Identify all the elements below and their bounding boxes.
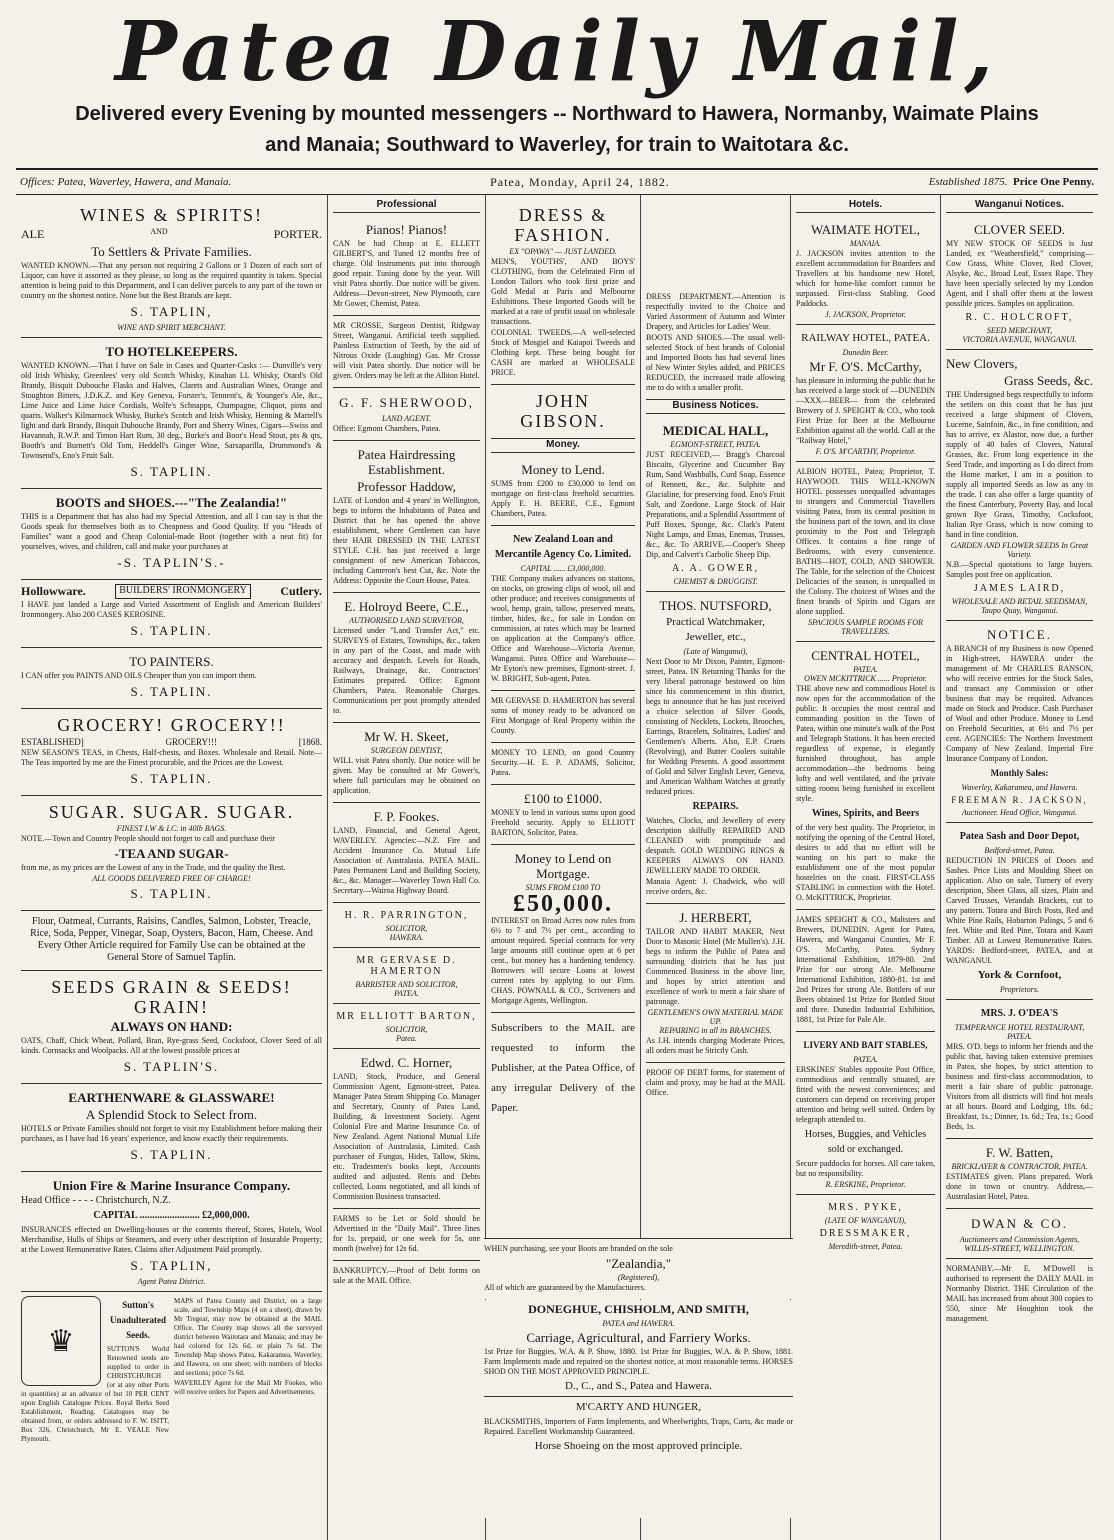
masthead-title: Patea Daily Mail,: [115, 4, 999, 100]
ad-heading: WAIMATE HOTEL,: [810, 222, 921, 237]
ad-body: PROOF OF DEBT forms, for statement of claim and proxy, may be had at the MAIL Office.: [646, 1068, 785, 1097]
signature-sub: CHEMIST & DRUGGIST.: [673, 577, 758, 586]
ad-seeds-maps: [21, 1292, 322, 1450]
ad-body: WILL visit Patea shortly. Due notice will be given. May be consulted at Mr Gower's, where full particulars may be obtained on application.: [333, 756, 480, 795]
ad-heading: H. R. PARRINGTON,: [344, 910, 469, 921]
ad-heading: Union Fire & Marine Insurance Company.: [52, 1178, 291, 1193]
crown-crest-icon: ♛: [21, 1296, 101, 1386]
signature-sub: WHOLESALE AND RETAIL SEEDSMAN, Taupo Quay, Wanganui.: [951, 597, 1088, 615]
ad-heading: BOOTS and SHOES.---"The Zealandia!": [55, 495, 288, 510]
ad-body: Flour, Oatmeal, Currants, Raisins, Candles, Salmon, Lobster, Treacle, Rice, Soda, Pepper, Vinegar, Soap, Oysters, Bacon, Ham, Cheese. And Every Other Article required for Family Use can be obtained at the General Store of Samuel Taplin.: [30, 916, 313, 963]
porter-label: PORTER.: [273, 227, 322, 241]
tagline-line-1: Delivered every Evening by mounted messengers -- Northward to Hawera, Normanby, Waimate Plains: [75, 103, 1039, 125]
signature: S. TAPLIN.: [130, 886, 213, 901]
ad-body-2: COLONIAL TWEEDS.—A well-selected Stock of Mosgiel and Kaiapoi Tweeds and Clothing kept. These being bought for CASH are marked at WHOLESALE PRICE.: [491, 328, 635, 377]
blacksmith-body: BLACKSMITHS, Importers of Farm Implements, and Wheelwrights, Traps, Carts, &c made or Repaired. Excellent Workmanship Guaranteed.: [484, 1417, 793, 1436]
ad-body: THE above new and commodious Hotel is now open for the accommodation of the public. It occupies the most central and commanding position in the Town of Patea, within one minute's walk of the Post and Telegraph Stations. It has been erected regardless of expense, is elegantly furnished throughout, has ample accommodation—the bedrooms being lofty and well ventilated, and the private sitting rooms being furnished in excellent style.: [796, 684, 935, 803]
ad-body: NORMANBY.—Mr E. M'Dowell is authorised to represent the DAILY MAIL in Normanby District. THE Circulation of the MAIL has increased from about 300 copies to 550, since Mr Houghton took the management.: [946, 1264, 1093, 1323]
ad-heading: THOS. NUTSFORD,: [659, 598, 772, 613]
ad-body: NOTE.—Town and Country People should not forget to call and purchase their: [21, 834, 275, 843]
ad-heading: NOTICE.: [987, 627, 1052, 642]
ad-body: LAND, Stock, Produce, and General Commission Agent, Egmont-street, Patea. Manager Patea Steam Shipping Co. Manager and Secretary, County of Patea Land, Building, & Investment Society. Agent Colonial Fire and Marine Insurance Co. of New Zealand. Agent National Mutual Life Association of Australasia, Limited. Cash purchaser of Fungus, Hides, Tallow, Skins, etc. Tradesmen's books kept, Accounts audited and adjusted. Rents and Debts collected, Loans negotiated, and all kinds of Commission Business transacted.: [333, 1072, 480, 1201]
ad-pianos: [333, 216, 480, 316]
signature: S. TAPLIN.: [130, 771, 213, 786]
proprietor-line: OWEN MCKITTRICK ...... Proprietor.: [804, 674, 927, 683]
waverley-body: WAVERLEY Agent for the Mail Mr Fookes, who will receive orders for Papers and Advertisements.: [174, 1379, 322, 1396]
ad-heading: DRESS & FASHION.: [514, 205, 612, 245]
ad-body: Licensed under "Land Transfer Act," etc. SURVEYS of Estates, Townships, &c., taken in any part of the Coast, and made with accuracy and despatch. Levels for Roads, Railways, Drainage, &c. Contractors' Estimates prepared. Office: Egmont Chambers, Patea. Reasonable Charges. Communications per post promptly attended to.: [333, 626, 480, 715]
ad-subheading: BARRISTER AND SOLICITOR,: [355, 980, 458, 989]
amount: £50,000.: [513, 891, 613, 917]
ad-heading: SEEDS GRAIN & SEEDS! GRAIN!: [51, 977, 292, 1017]
signature: F. O'S. M'CARTHY, Proprietor.: [815, 447, 916, 456]
ad-subheading: LAND AGENT.: [381, 414, 432, 423]
ad-railway-hotel: [796, 325, 935, 462]
ad-body: I CAN offer you PAINTS AND OILS Cheaper than you can import them.: [21, 671, 257, 680]
signature-sub: WINE AND SPIRIT MERCHANT.: [117, 323, 226, 332]
ad-body: MRS. O'D. begs to inform her friends and the public that, having taken extensive premises in Patea, she hopes, by strict attention to business and first-class accommodation, to merit a fair share of public patronage. Visitors from all districts will find hot meals at all hours. Board and Lodging, 18s. 6d.; Breakfast, 1s.; Dinner, 1s. 6d.; Tea, 1s.; Good Beds, 1s.: [946, 1042, 1093, 1131]
column-6: [941, 195, 1098, 1540]
ad-hairdresser: [333, 441, 480, 593]
ad-heading: TO HOTELKEEPERS.: [105, 344, 238, 359]
ad-name: Professor Haddow,: [357, 479, 456, 494]
ad-body: INSURANCES effected on Dwelling-houses or the contents thereof, Stores, Hotels, Wool Merchandise, Hulls of Ships or Steamers, and every other description of Insurable Property; at the Lowest Remunerative Rates. Claims after Adjustment Paid promptly.: [21, 1225, 322, 1254]
ad-medical-hall: [646, 417, 785, 592]
ad-dwan: [946, 1209, 1093, 1259]
ad-heading: F. W. Batten,: [985, 1145, 1054, 1160]
ad-body: Subscribers to the MAIL are requested to inform the Publisher, at the Patea Office, of any irregular Delivery of the Paper.: [491, 1022, 635, 1114]
monthly-heading: Monthly Sales:: [990, 768, 1049, 778]
ad-hamerton-money: [491, 691, 635, 743]
ad-body: OATS, Chaff, Chick Wheat, Pollard, Bran, Rye-grass Seed, Cocksfoot, Clover Seed of all kinds. Cornsacks and Woolpacks. All at the lowest possible prices at: [21, 1036, 322, 1055]
ad-body: FARMS to be Let or Sold should be Advertised in the "Daily Mail". Three lines for 1s. prepaid, or one week for 5s, one month (twelve) for 12s 6d.: [333, 1214, 480, 1253]
ad-livery: [796, 1032, 935, 1195]
ad-fookes: [333, 803, 480, 903]
doneghue-heading: DONEGHUE, CHISHOLM, AND SMITH,: [528, 1302, 749, 1316]
ad-body: ESTIMATES given. Plans prepared. Work done in town or country. Address,—Australasian Hotel, Patea.: [946, 1172, 1093, 1201]
ad-parrington: [333, 903, 480, 948]
ad-body: A BRANCH of my Business is now Opened in High-street, HAWERA under the management of Mr CHARLES RANSON, who will receive entries for the Stock Sales, and transact any Commission or other business that may be required. Advances made on Stock and Produce. Cash Purchaser of Wool and other Produce. Money to Lend on Freehold Securities, at 6½ and 7½ per cent. AGENCIES: The Northern Investment Company of New Zealand. Imperial Fire Insurance Company of London.: [946, 644, 1093, 763]
ad-beere: [333, 593, 480, 723]
ad-heading: J. HERBERT,: [679, 910, 752, 925]
ad-subheading: SOLICITOR,: [385, 924, 428, 933]
ad-body: WANTED KNOWN.—That any person not requiring 2 Gallons or 1 Dozen of each sort of Liquor, can have it assorted as they please, so long as the required quantity is taken. Special attention is being paid to this Department, and I can deliver parcels to any part of the town or country on the shortest notice. None but the Best Brands are kept.: [21, 261, 322, 300]
signature-sub: Auctioneer. Head Office, Wanganui.: [961, 808, 1078, 817]
ad-nutsford: [646, 592, 785, 904]
column-5: [791, 195, 941, 1540]
ad-body: MONEY to lend in various sums upon good Freehold security. Apply to ELLIOTT BARTON, Solicitor, Patea.: [491, 808, 635, 837]
ad-heading: MR GERVASE D. HAMERTON: [356, 955, 457, 977]
notice-subscribers: [491, 1013, 635, 1124]
ad-heading: Money to Lend.: [521, 462, 605, 477]
ad-heading: LIVERY AND BAIT STABLES,: [803, 1040, 928, 1050]
ad-body: I HAVE just landed a Large and Varied Assortment of English and American Builders' Ironmongery. Also 200 CASES KEROSINE.: [21, 600, 322, 619]
ad-body: DRESS DEPARTMENT.—Attention is respectfully invited to the Choice and Varied Assortment of Autumn and Winter Drapery, and Articles for Ladies' Wear.: [646, 292, 785, 331]
grocery-subhead: GROCERY!!!: [165, 737, 218, 747]
ad-heading: F. P. Fookes.: [373, 809, 440, 824]
capital-line: CAPITAL ...... £3,000,000.: [520, 564, 606, 573]
ad-body: ALBION HOTEL, Patea; Proprietor, T. HAYWOOD. THIS WELL-KNOWN HOTEL possesses unequalled advantages to strangers and Commercial Travellers visiting Patea, from its central position in the business part of the town, and its close proximity to the Post and Telegraph Offices. It contains a fine range of Bedrooms, with every convenience. BATHS—HOT, COLD, AND SHOWER. The Table, for the selection of the Choicest Delicacies of the season, is unequalled in the Colony. The choicest of Wines and the finest brands of Spirits and Cigars are alone supplied.: [796, 467, 935, 616]
hollowware-label: Hollowware.: [21, 584, 86, 598]
signature: R. C. HOLCROFT,: [965, 312, 1074, 323]
ad-normanby: [946, 1259, 1093, 1330]
ad-odea: [946, 1000, 1093, 1139]
ad-name: Mr F. O'S. McCarthy,: [809, 359, 922, 374]
signature: S. TAPLIN'S.: [123, 1059, 220, 1074]
ad-money-lend: [491, 456, 635, 526]
ad-heading: MEDICAL HALL,: [662, 423, 769, 438]
ad-body: MR CROSSE, Surgeon Dentist, Ridgway Street, Wanganui. Artificial teeth supplied. Painless Extraction of Teeth, by the aid of Nitrous Oxide (Laughing) Gas. Mr Crosse will visit Patea shortly. Due notice will be given. Orders may be left at the Albion Hotel.: [333, 321, 480, 380]
ad-waimate-hotel: [796, 216, 935, 325]
ad-grocery: [21, 709, 322, 796]
ad-body: JUST RECEIVED,— Bragg's Charcoal Biscuits, Glycerine and Cucumber Bay Rum, Sand Washballs, Curd Soap, Essence of Rennett, &c., &c. Sulphite and Glacialine, for preserving food. Eno's Fruit Salt, and Zoedone. Large Stock of Hair Preparations, and a Splendid Assortment of Puff Boxes, Sponge, &c. Clark's Patent Night Lamps, and Etnas, Enemas, Trusses, &c., &c. To ARRIVE.—Cooper's Sheep Dip, and Calvert's Carbolic Sheep Dip.: [646, 450, 785, 559]
capital-line: CAPITAL ........................ £2,000,000.: [93, 1210, 250, 1221]
manaia-agent: Manaia Agent: J. Chadwick, who will receive orders, &c.: [646, 877, 785, 896]
ad-heading: JOHN GIBSON.: [520, 391, 606, 431]
offices-text: Offices: Patea, Waverley, Hawera, and Manaia.: [20, 176, 232, 188]
ad-zealandia: [484, 1239, 793, 1299]
ad-body: JAMES SPEIGHT & CO., Maltsters and Brewers, DUNEDIN. Agent for Patea, Hawera, and Wanganui Counties, Mr F. O'S. McCarthy, Patea. Sydney International Exhibition, 1879-80. 2nd Prize for our strong Ale. Melbourne International Exhibition, 1880-81. 1st and 2nd Prizes for strong Ale. Bottlers of our Beers obtained 1st Prize for Bottled Stout and three. Dunedin Industrial Exhibition, 1881, 1st Prize for Pale Ale.: [796, 915, 935, 1024]
ad-heading: New Clovers,: [946, 356, 1018, 371]
cutlery-label: Cutlery.: [280, 584, 322, 598]
ad-grain-seeds: [21, 971, 322, 1084]
ad-heading: WINES & SPIRITS!: [79, 205, 263, 225]
ad-subheading: BRICKLAYER & CONTRACTOR, PATEA.: [951, 1162, 1088, 1171]
signature: J. JACKSON, Proprietor.: [825, 310, 906, 319]
section-heading: Hotels.: [796, 199, 935, 213]
ad-heading: MRS. PYKE,: [828, 1202, 903, 1213]
builders-box: BUILDERS' IRONMONGERY: [115, 584, 251, 599]
ad-body: Office: Egmont Chambers, Patea.: [333, 424, 441, 433]
ad-heading: E. Holroyd Beere, C.E.,: [344, 599, 469, 614]
dateline-bar: [16, 168, 1098, 195]
ad-heading: MRS. J. O'DEA'S: [980, 1008, 1059, 1019]
section-heading: Professional: [333, 199, 480, 213]
ad-heading: TO PAINTERS.: [129, 654, 214, 669]
ad-body-2: As J.H. intends charging Moderate Prices, all orders must be Strictly Cash.: [646, 1036, 785, 1055]
carriage-body: 1st Prize for Buggies, W.A. & P. Show, 1880. 1st Prize for Buggies, W.A. & P. Show, 1881. Farm Implements made and repaired on the shortest notice, at most reasonable terms. HORSES SHOD ON THE MOST APPROVED PRINCIPLE.: [484, 1347, 793, 1376]
ad-boots-shoes: [21, 489, 322, 580]
ad-heading: Patea Sash and Door Depot,: [959, 831, 1080, 842]
ad-mortgage: [491, 845, 635, 1013]
horse-shoeing-line: Horse Shoeing on the most approved principle.: [534, 1440, 743, 1452]
gents-line: GENTLEMEN'S OWN MATERIAL MADE UP.: [647, 1008, 784, 1026]
ad-heading: Mr W. H. Skeet,: [364, 729, 449, 744]
ad-trade: DRESSMAKER,: [819, 1228, 912, 1239]
sums-line: SUMS FROM £100 TO: [525, 883, 601, 892]
repairs-heading: REPAIRS.: [692, 801, 739, 812]
ad-proof-debt: [646, 1063, 785, 1104]
ad-hotelkeepers: [21, 338, 322, 489]
ad-albion-hotel: [796, 462, 935, 642]
ad-heading: G. F. SHERWOOD,: [339, 395, 474, 410]
ad-body: INTEREST on Broad Acres now rules from 6½ to 7 and 7½ per cent., according to amount required. Special contracts for very large amounts still continue open at 6 per cent., but money has a hardening tendency. Borrowers will secure Loans at lowest current rates by applying to our Firm. CHAS. POWNALL & CO., Scriveners and Mortgage Agents, Wellington.: [491, 916, 635, 1005]
ad-body: REDUCTION IN PRICES of Doors and Sashes. Price Lists and Moulding Sheet on application. Also on sale, Turnery of every description, Sheet Glass, all sizes, Plain and Carved Trusses, Verandah Brackets, cut to any pattern. Totara and Birch Posts, Red and White Pine Rails, Hobarton Palings, 5 and 6 feet. White and Red Pine, Totara and Kauri Timber. All at Lowest Remunerative Rates. YARDS: Bedford-street, PATEA, and at WANGANUI.: [946, 856, 1093, 965]
ad-clover-seed: [946, 216, 1093, 350]
ad-body: Next Door to Mr Dixon, Painter, Egmont-street, Patea. IN Returning Thanks for the very liberal patronage bestowed on him since his commencement in this district, begs to announce that he has just received a choice selection of Silver Goods, consisting of Necklets, Lockets, Brooches, Earrings, Bracelets, Solitaires, Ladies' and Gentlemen's Alberts. Also, E.P. Cruets (Revolving), and Butter Coolers suitable for Wedding Presents. A good assortment of Gold and Silver English Lever, Geneva, and American Waltham Watches at greatly reduced prices.: [646, 657, 785, 796]
ad-heading: £100 to £1000.: [523, 791, 603, 806]
nb-line: N.B.—Special quotations to large buyers. Samples post free on application.: [946, 560, 1093, 579]
signature: R. ERSKINE, Proprietor.: [825, 1180, 906, 1189]
ad-body-2: Watches, Clocks, and Jewellery of every description skilfully REPAIRED AND CLEANED with promptitude and despatch. GOLD WEDDING RINGS & KEEPERS ALWAYS ON HAND. JEWELLERY MADE TO ORDER.: [646, 816, 785, 875]
garden-line: GARDEN AND FLOWER SEEDS In Great Variety.: [950, 541, 1089, 559]
repairing-line: REPAIRING in all its BRANCHES.: [659, 1026, 772, 1035]
free-delivery: ALL GOODS DELIVERED FREE OF CHARGE!: [92, 874, 251, 883]
tea-sugar-heading: -TEA AND SUGAR-: [114, 846, 229, 861]
sutton-body: SUTTON'S World Renowned seeds are supplied to order in CHRISTCHURCH (or at any other Ports in quantities) at an advance of but 10 PER CENT upon English Catalogue Prices. Royal Berks Seed Establishment, Reading. Catalogues may be obtained from, or orders addressed to F. W. ISITT, Box 326, Christchurch, Mr E. VEALE New Plymouth.: [21, 1345, 169, 1443]
ad-body: TAILOR AND HABIT MAKER, Next Door to Masonic Hotel (Mr Mullen's). J.H. begs to inform the Public of Patea and surrounding districts that he has just Commenced Business in the above line, and hopes by strict attention and excellence of work to merit a fair share of patronage.: [646, 927, 785, 1006]
ad-heading: New Zealand Loan and Mercantile Agency Co. Limited.: [494, 534, 632, 560]
ad-subheading: AUTHORISED LAND SURVEYOR,: [349, 616, 464, 625]
ad-central-hotel: [796, 642, 935, 910]
signature-sub: Proprietors.: [999, 985, 1040, 994]
sutton-heading: Sutton's Unadulterated Seeds.: [110, 1300, 166, 1340]
spacious-line: SPACIOUS SAMPLE ROOMS FOR TRAVELLERS.: [808, 618, 923, 636]
ad-body-2: Secure paddocks for horses. All care taken, but no responsibility.: [796, 1159, 935, 1178]
ad-sash-door: [946, 823, 1093, 1000]
ad-herbert: [646, 904, 785, 1063]
ad-body: WHEN purchasing, see your Boots are branded on the sole: [484, 1244, 673, 1253]
ad-heading: SUGAR. SUGAR. SUGAR.: [48, 802, 295, 822]
ale-label: ALE: [21, 227, 45, 241]
ad-body: ERSKINES' Stables opposite Post Office, commodious and centrally situated, are fitted with the newest conveniences; and customers can depend on receiving proper attention and being well suited. Orders by telegraph attended to.: [796, 1065, 935, 1124]
ad-subheading: SOLICITOR,: [385, 1025, 428, 1034]
doneghue-town: PATEA and HAWERA.: [602, 1319, 675, 1328]
ad-town: Patea.: [396, 1034, 417, 1043]
mccarty-heading: M'CARTY AND HUNGER,: [484, 1396, 793, 1415]
ad-sherwood: [333, 388, 480, 441]
ad-subheading: (LATE OF WANGANUI),: [824, 1216, 907, 1225]
signature: S. TAPLIN.: [130, 1147, 213, 1162]
and-label: AND: [150, 227, 168, 236]
ad-body: NEW SEASON'S TEAS, in Chests, Half-chests, and Boxes. Wholesale and Retail. Note—The Teas imported by me are the Finest procurable, and the Prices are the Lowest.: [21, 748, 322, 767]
signature: S. TAPLIN,: [130, 1258, 213, 1273]
ad-body: SUMS from £200 to £30,000 to lend on mortgage on first-class freehold securities. Apply E. H. BEERE, C.E., Egmont Chambers, Patea.: [491, 479, 635, 518]
ad-heading-2: Grass Seeds, &c.: [1004, 373, 1093, 388]
wines-heading: Wines, Spirits, and Beers: [811, 808, 920, 819]
ad-sugar: [21, 796, 322, 911]
tagline-line-2: and Manaia; Southward to Waverley, for train to Waitotara &c.: [265, 134, 849, 156]
ad-body: MONEY TO LEND, on good Country Security.—H. E. P. ADAMS, Solicitor, Patea.: [491, 748, 635, 777]
signature: S. TAPLIN.: [130, 684, 213, 699]
ad-body: THIS is a Department that has also had my Special Attention, and all I can say is that the Goods speak for themselves both as to Cheapness and Good Quality. If you "Heads of Families" want a good and Cheap Colonial-made Boot (together with a neat fit) for yourselves, wives, and children, call and make your purchases at: [21, 512, 322, 551]
signature: FREEMAN R. JACKSON,: [951, 795, 1088, 805]
ad-town: MANAIA.: [849, 239, 882, 248]
ad-body: THE Company makes advances on stations, on stocks, on growing clips of wool, oil and other produce; and receives consignments of wool, hemp, grain, tallow, preserved meats, timber, hides, &c., for sale in London on commission, at rates which may be learned on application at the Company's office. Office and Warehouse—Victoria Avenue, Wanganui. Patea Office and Warehouse—Mr Eyton's new premises, Egmont-street. J. W. BRIGHT, Sub-agent, Patea.: [491, 574, 635, 683]
late-line: (Late of Wanganui),: [683, 647, 748, 656]
ad-wines-spirits: [21, 199, 322, 338]
settlers-line: To Settlers & Private Families.: [91, 244, 252, 259]
signature: JAMES LAIRD,: [973, 583, 1066, 594]
ad-speight: [796, 910, 935, 1032]
ad-hamerton: [333, 948, 480, 1004]
ad-ironmongery: [21, 580, 322, 648]
signature-sub: SEED MERCHANT,: [986, 326, 1053, 335]
signature: -S. TAPLIN'S.-: [117, 555, 226, 570]
ad-insurance: [21, 1172, 322, 1292]
ad-horner: [333, 1049, 480, 1209]
ad-subheading: EGMONT-STREET, PATEA.: [670, 440, 761, 449]
head-office: Head Office - - - - Christchurch, N.Z.: [21, 1195, 171, 1206]
column-1: [16, 195, 328, 1540]
maps-body: MAPS of Patea County and District, on a large scale, and Township Maps (4 on a sheet), drawn by Mr Tregear, may now be obtained at the MAIL Office. The County map shows all the surveyed district between Waitotara and Manaia; and may be had colored for 12s 6d, or plain 7s 6d. The Township Map shows Patea, Kakaramea, Waverley, and Hawera, on one sheet; with numbers of blocks and sections; price 7s 6d.: [174, 1297, 322, 1377]
ad-barton: [333, 1004, 480, 1049]
signature: S. TAPLIN,: [130, 304, 213, 319]
ad-body-2: All of which are guaranteed by the Manufacturers.: [484, 1283, 646, 1292]
ad-earthenware: [21, 1084, 322, 1172]
established-text: Established 1875.: [928, 176, 1008, 188]
column-2: [328, 195, 486, 1540]
ad-grass-seeds: [946, 350, 1093, 621]
ad-subheading: SURGEON DENTIST,: [370, 746, 443, 755]
ad-town: PATEA.: [394, 989, 419, 998]
section-heading: Business Notices.: [646, 400, 785, 414]
section-heading: Wanganui Notices.: [946, 199, 1093, 213]
ad-address: Bedford-street, Patea.: [984, 846, 1055, 855]
ad-heading: Pianos! Pianos!: [365, 222, 448, 237]
ad-town: PATEA.: [853, 665, 878, 674]
ad-notice-hawera: [946, 621, 1093, 823]
section-heading: Money.: [491, 439, 635, 453]
ad-adams-money: [491, 743, 635, 785]
ad-skeet: [333, 723, 480, 803]
bottom-ads-block: [484, 1238, 793, 1299]
ad-body: THE Undersigned begs respectfully to inform the settlers on this coast that he has just received a large shipment of Clovers, Lucerne, Sainfoin, &c., in fine condition, and has to arrive, ex Alastor, now due, a further supply of 40 bales of Clovers, Natural Grasses, &c. From long experience in the Seed Trade, and importing as I do direct from the Home market, I am in a position to supply all imported Seeds as low as any in the trade. I can also offer a large quantity of the finest Canterbury, Poverty Bay, and local grown Rye Grass, Timothy, Cocksfoot, Italian Rye Grass, which is now coming to hand in fine condition.: [946, 390, 1093, 539]
ad-body: LATE of London and 4 years' in Wellington, begs to inform the Inhabitants of Patea and District that he has opened the above establishment, where Gentlemen can have their HAIR DRESSED IN THE LATEST STYLE. C.H. has just received a large consignment of new American Tobaccos, including Cameron's best Cut, &c. Note the Address: Opposite the Court House, Patea.: [333, 496, 480, 585]
ad-body: WANTED KNOWN.—That I have on Sale in Cases and Quarter-Casks :— Dunville's very old Irish Whisky, Greenlees' very old Scotch Whisky, Kinahan LL Whisky, Otard's Old Brandy, Bisquit Dubouche Flasks and Halves, Clarets and Australian Wines, Orange and Stoughton Bitters, J.D.K.Z. and Key Geneva, Forster's, Tennent's, & Younger's Ale, &c., Lime Juice and Lime Juice Cordials, Wolfe's Schnapps, Champagne, Cliquot, pints and quarts. Walker's Kilmarnock Whisky, Burke's Scotch and Irish Whisky, Henning & Martell's light and dark Brandy, Bisquit Dubouche Brandy, Port and Sherry Wines, Cigars—Swiss and Havannah, R.W.P. and Timon Hart Rum, 30 deg., Burke's and Boor's Head Stout, pts & qts, Booth's and Burnett's Old Tom, Heddell's Ginger Wine, Sarsaparilla, Drummond's & Townsend's, Eno's Fruit Salt.: [21, 361, 322, 460]
always-heading: ALWAYS ON HAND:: [110, 1019, 233, 1034]
ad-body: HOTELS or Private Families should not forget to visit my Establishment before making their purchases, as I have had 16 years' experience, and know exactly their requirements.: [21, 1124, 322, 1143]
ad-heading: GROCERY! GROCERY!!: [57, 715, 286, 735]
dunedin-beer: Dunedin Beer.: [842, 348, 889, 357]
issue-date: Patea, Monday, April 24, 1882.: [490, 174, 670, 189]
ad-body: MR GERVASE D. HAMERTON has several sums of money ready to be advanced on First Mortgage of Real Property within the County.: [491, 696, 635, 735]
ad-town: PATEA.: [853, 1055, 878, 1064]
ad-crosse: [333, 316, 480, 388]
ad-town: HAWERA.: [389, 933, 424, 942]
ad-subheading: Auctioneers and Commission Agents, WILLIS-STREET, WELLINGTON.: [959, 1235, 1080, 1253]
price-text: Price One Penny.: [1013, 176, 1094, 188]
splendid-line: A Splendid Stock to Select from.: [85, 1107, 258, 1122]
signature: York & Cornfoot,: [977, 969, 1062, 981]
year-label: [1868.: [298, 737, 322, 747]
ad-heading: Patea Hairdressing Establishment.: [357, 447, 456, 477]
ad-pyke: [796, 1195, 935, 1256]
ad-body-2: BOOTS AND SHOES.—The usual well-selected Stock of best brands of Colonial and Imported Boots has had several lines of New Winter Styles added, and PRICES REDUCED, the increased trade allowing me to do with a smaller profit.: [646, 333, 785, 392]
ad-heading: MR ELLIOTT BARTON,: [336, 1011, 477, 1022]
ad-body: LAND, Financial, and General Agent, WAVERLEY. Agencies:—N.Z. Fire and Accident Insurance Co. Mutual Life Association of Australasia. PATEA MAIL. Patea Permanent Land and Building Society, &c., &c. Manager—Waverley Town Hall Co. Secretary—Wairoa Highway Board.: [333, 826, 480, 895]
ad-body: MEN'S, YOUTHS', AND BOYS' CLOTHING, from the Celebrated Firm of London Tailors who took first prize and Gold Medal at Paris and Melbourne Exhibitions. These Imported Goods will be marked at a rate of profit usual on wholesale transactions.: [491, 257, 635, 326]
signature: S. TAPLIN.: [130, 464, 213, 479]
ad-address: Meredith-street, Patea.: [828, 1242, 903, 1251]
ad-body-2: of the very best quality. The Proprietor, in notifying the opening of the Central Hotel, desires to add that no effort will be wanting on his part to make the establishment one of the most popular hostelries on the coast. FIRST-CLASS STABLING in connection with the Hotel. O. McKITTRICK, Proprietor.: [796, 823, 935, 902]
zealandia-name: "Zealandia,": [605, 1256, 672, 1271]
ad-general-store: [21, 911, 322, 971]
ad-body: has pleasure in informing the public that he has received a large stock of —DUNEDIN—XXX—BEER— from the celebrated Brewery of J. SPEIGHT & CO., who took First Prize for Beer at the Melbourne Exhibition against all the world. Call at the "Railway Hotel,": [796, 376, 935, 445]
ad-heading: CENTRAL HOTEL,: [811, 648, 920, 663]
ad-bankruptcy: [333, 1261, 480, 1292]
ad-heading: RAILWAY HOTEL, PATEA.: [801, 332, 930, 344]
ad-body: BANKRUPTCY.—Proof of Debt forms on sale at the MAIL Office.: [333, 1266, 480, 1285]
monthly-line: Waverley, Kakaramea, and Hawera.: [961, 783, 1078, 792]
ad-gibson: [491, 385, 635, 439]
ad-batten: [946, 1139, 1093, 1209]
finest-line: FINEST I.W & I.C. in 40lb BAGS.: [116, 824, 227, 833]
ad-heading: EARTHENWARE & GLASSWARE!: [68, 1090, 275, 1105]
ad-body: MY NEW STOCK OF SEEDS is Just Landed, ex "Weathersfield," comprising— Cow Grass, White Clover, Red Clover, Alsyke, &c., Broad Leaf, Essex Rape. They have been specially selected by my London Agent, and I shall offer them at the lowest possible prices. Samples on application.: [946, 239, 1093, 308]
ad-body: J. JACKSON invites attention to the excellent accommodation for Boarders and Travellers at his handsome new Hotel, which for home-like comfort cannot be surpassed. First-class Stabling. Good Paddocks.: [796, 249, 935, 308]
ad-dress-fashion: [491, 199, 635, 385]
signature-sub: Agent Patea District.: [137, 1277, 206, 1286]
ad-nz-loan: [491, 526, 635, 691]
horses-line: Horses, Buggies, and Vehicles sold or exchanged.: [804, 1129, 927, 1155]
ad-body-2: from me, as my prices are the Lowest of any in the Trade, and the quality the Best.: [21, 863, 286, 872]
opawa-line: EX "OPAWA" — JUST LANDED.: [509, 247, 617, 256]
ad-heading: CLOVER SEED.: [974, 222, 1065, 237]
signature: A. A. GOWER,: [671, 563, 760, 574]
signature-address: VICTORIA AVENUE, WANGANUI.: [962, 335, 1077, 344]
carriage-heading: Carriage, Agricultural, and Farriery Works.: [526, 1330, 751, 1345]
signature: S. TAPLIN.: [130, 623, 213, 638]
ad-subheading: Practical Watchmaker, Jeweller, etc.,: [666, 616, 765, 643]
ad-heading: DWAN & CO.: [971, 1216, 1068, 1231]
doneghue-block: [484, 1300, 793, 1518]
ad-dress-department: [646, 287, 785, 400]
dcs-line: D., C., and S., Patea and Hawera.: [565, 1380, 712, 1392]
ad-subheading: TEMPERANCE HOTEL RESTAURANT, PATEA.: [954, 1023, 1085, 1041]
ad-painters: [21, 648, 322, 709]
ad-body: CAN be had Cheap at E. ELLETT GILBERT'S, and Tuned 12 months free of charge. Old Instruments put into thorough good repair. Tuning done by the year. Will visit Patea shortly. Due notice will be given. Address—Devon-street, New Plymouth, care Mr Gower, Chemist, Patea.: [333, 239, 480, 308]
ad-farms: [333, 1209, 480, 1261]
registered-line: (Registered),: [617, 1273, 660, 1282]
ad-barton-money: [491, 785, 635, 845]
ad-heading: Edwd. C. Horner,: [360, 1055, 453, 1070]
ad-heading: Money to Lend on Mortgage.: [514, 851, 612, 881]
established-label: ESTABLISHED]: [21, 737, 84, 747]
